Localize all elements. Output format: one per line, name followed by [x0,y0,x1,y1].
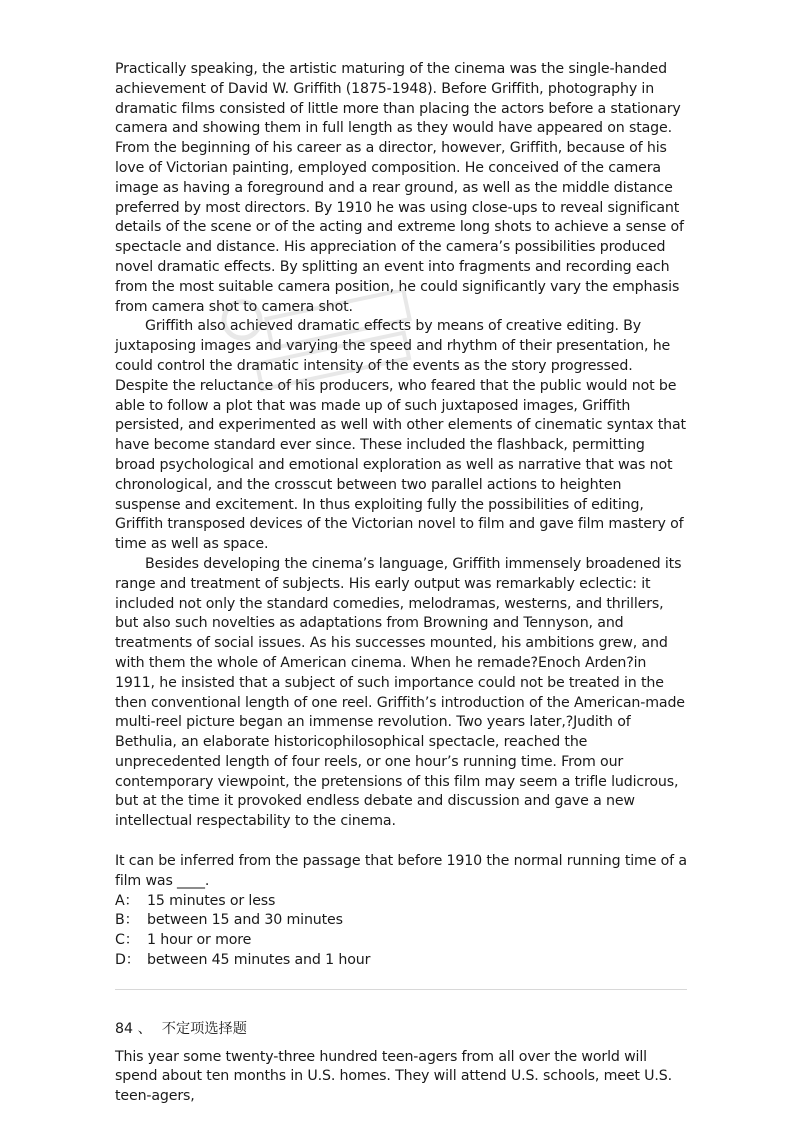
option-a-letter: A： [115,892,139,909]
option-c-letter: C： [115,932,139,949]
passage-paragraph-2: Griffith also achieved dramatic effects by means of creative editing. By juxtaposing images and varying the speed and rhythm of their presentation, he could control the dramatic intensity of the events as the story progressed. Despite the reluctance of his producers, who feared that the public would not be able to follow a plot that was made up of such juxtaposed images, Griffith persisted, and experimented as well with other elements of cinematic syntax that have become standard ever since. These included the flashback, permitting broad psychological and emotional exploration as well as narrative that was not chronological, and the crosscut between two parallel actions to heighten suspense and excitement. In thus exploiting fully the possibilities of editing, Griffith transposed devices of the Victorian novel to film and gave film mastery of time as well as space. [115,318,686,553]
next-question-number: 84 、 [115,1020,152,1037]
next-question-text: This year some twenty-three hundred teen-agers from all over the world will spend about ten months in U.S. homes. They will attend U.S. schools, meet U.S. teen-agers, [115,1048,672,1105]
option-d-letter: D： [115,952,140,969]
option-b-text: between 15 and 30 minutes [147,912,343,929]
passage-paragraph-3: Besides developing the cinema’s language, Griffith immensely broadened its range and treatment of subjects. His early output was remarkably eclectic: it included not only the standard comedies, melodramas, westerns, and thrillers, but also such novelties as adaptations from Browning and Tennyson, and treatments of social issues. As his successes mounted, his ambitions grew, and with them the whole of American cinema. When he remade?Enoch Arden?in 1911, he insisted that a subject of such importance could not be treated in the then conventional length of one reel. Griffith’s introduction of the American-made multi-reel picture began an immense revolution. Two years later,?Judith of Bethulia, an elaborate historicophilosophical spectacle, reached the unprecedented length of four reels, or one hour’s running time. From our contemporary viewpoint, the pretensions of this film may seem a trifle ludicrous, but at the time it provoked endless debate and discussion and gave a new intellectual respectability to the cinema. [115,555,685,830]
option-b-letter: B： [115,912,139,929]
option-a [115,892,687,912]
option-b [115,911,687,931]
answer-options [115,892,687,971]
passage-paragraph-1: Practically speaking, the artistic maturing of the cinema was the single-handed achievement of David W. Griffith (1875-1948). Before Griffith, photography in dramatic films consisted of little more than placing the actors before a stationary camera and showing them in full length as they would have appeared on stage. From the beginning of his career as a director, however, Griffith, because of his love of Victorian painting, employed composition. He conceived of the camera image as having a foreground and a rear ground, as well as the middle distance preferred by most directors. By 1910 he was using close-ups to reveal significant details of the scene or of the acting and extreme long shots to achieve a sense of spectacle and distance. His appreciation of the camera’s possibilities produced novel dramatic effects. By splitting an event into fragments and recording each from the most suitable camera position, he could significantly vary the emphasis from camera shot to camera shot. [115,61,684,315]
next-question-header [115,1020,687,1040]
question-stem: It can be inferred from the passage that before 1910 the normal running time of a film was ____. [115,853,687,889]
option-a-text: 15 minutes or less [147,892,276,909]
option-d [115,951,687,971]
next-question-type: 不定项选择题 [161,1020,247,1037]
option-d-text: between 45 minutes and 1 hour [147,952,371,969]
option-c-text: 1 hour or more [147,932,252,949]
document-page [115,60,687,1107]
option-c [115,931,687,951]
section-divider [115,989,687,990]
